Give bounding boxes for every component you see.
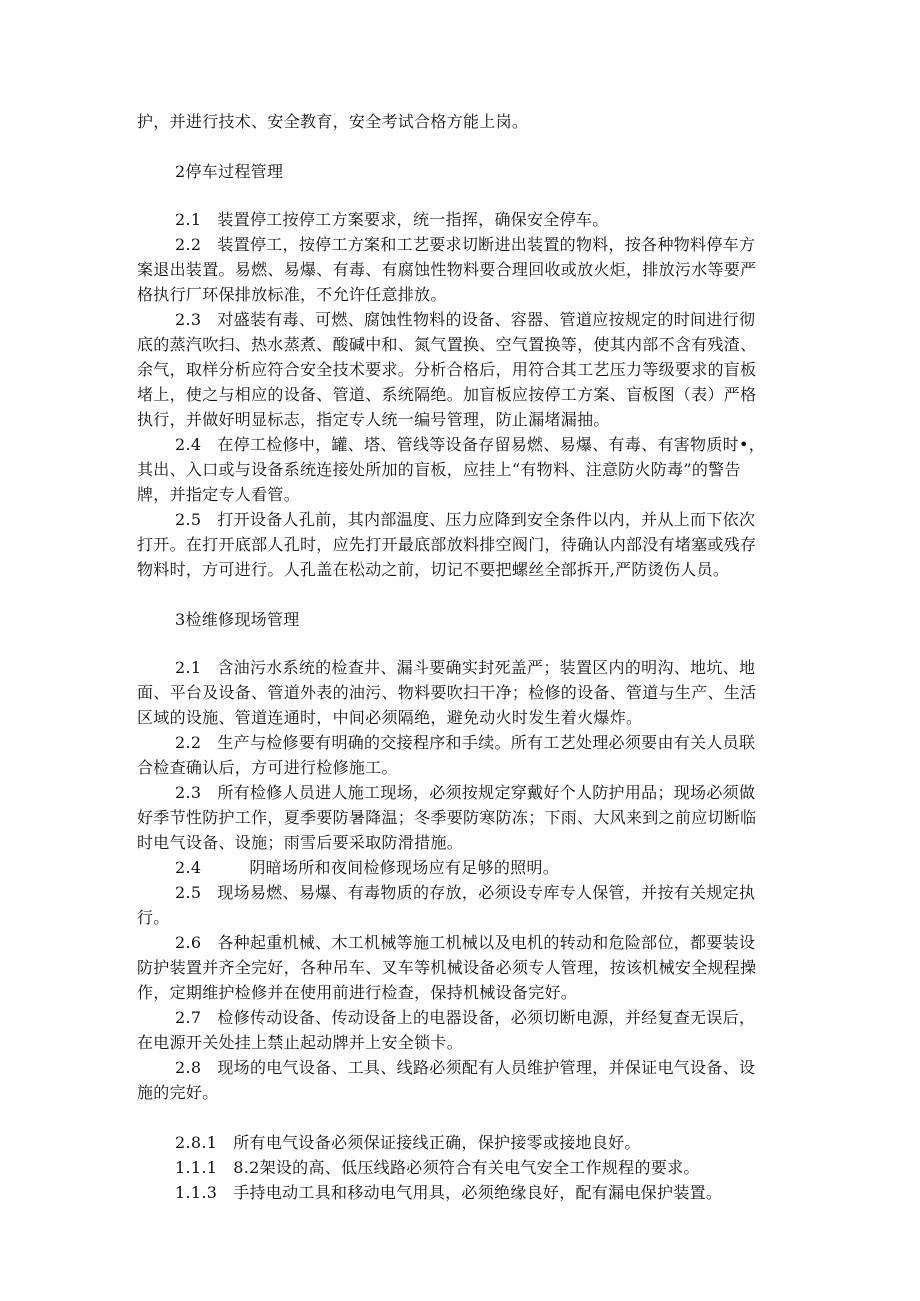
paragraph-line: 2.5 现场易燃、易爆、有毒物质的存放，必须设专库专人保管，并按有关规定执 — [175, 883, 756, 902]
section-heading: 3检维修现场管理 — [175, 610, 300, 629]
paragraph-line: 好季节性防护工作，夏季要防暑降温；冬季要防寒防冻；下雨、大风来到之前应切断临 — [137, 808, 757, 827]
paragraph-line: 2.8.1 所有电气设备必须保证接线正确，保护接零或接地良好。 — [175, 1133, 641, 1152]
paragraph-line: 2.4 阴暗场所和夜间检修现场应有足够的照明。 — [175, 858, 560, 877]
paragraph-line: 2.3 所有检修人员进人施工现场，必须按规定穿戴好个人防护用品；现场必须做 — [175, 783, 756, 802]
paragraph-line: 堵上，使之与相应的设备、管道、系统隔绝。加盲板应按停工方案、盲板图（表）严格 — [137, 385, 757, 404]
paragraph-line: 2.8 现场的电气设备、工具、线路必须配有人员维护管理，并保证电气设备、设 — [175, 1058, 756, 1077]
paragraph-line: 面、平台及设备、管道外表的油污、物料要吹扫干净；检修的设备、管道与生产、生活 — [137, 683, 757, 702]
paragraph-line: 2.1 含油污水系统的检查井、漏斗要确实封死盖严；装置区内的明沟、地坑、地 — [175, 658, 756, 677]
paragraph-line: 打开。在打开底部人孔时，应先打开最底部放料排空阀门，待确认内部没有堵塞或残存 — [137, 535, 757, 554]
paragraph-line: 2.4 在停工检修中，罐、塔、管线等设备存留易燃、易爆、有毒、有害物质时•， — [175, 435, 765, 454]
paragraph-line: 2.7 检修传动设备、传动设备上的电器设备，必须切断电源，并经复查无误后， — [175, 1008, 756, 1027]
paragraph-line: 行。 — [137, 908, 170, 927]
paragraph-line: 2.3 对盛装有毒、可燃、腐蚀性物料的设备、容器、管道应按规定的时间进行彻 — [175, 310, 756, 329]
paragraph-line: 余气，取样分析应符合安全技术要求。分析合格后，用符合其工艺压力等级要求的盲板 — [137, 360, 757, 379]
paragraph-line: 1.1.3 手持电动工具和移动电气用具，必须绝缘良好，配有漏电保护装置。 — [175, 1183, 723, 1202]
paragraph-line: 时电气设备、设施；雨雪后要采取防滑措施。 — [137, 833, 464, 852]
paragraph-line: 防护装置并齐全完好，各种吊车、叉车等机械设备必须专人管理，按该机械安全规程操 — [137, 958, 757, 977]
paragraph-line: 作，定期维护检修并在使用前进行检查，保持机械设备完好。 — [137, 983, 578, 1002]
paragraph-line: 在电源开关处挂上禁止起动牌并上安全锁卡。 — [137, 1033, 464, 1052]
paragraph-line: 区域的设施、管道连通时，中间必须隔绝，避免动火时发生着火爆炸。 — [137, 708, 643, 727]
paragraph-line: 1.1.1 8.2架设的高、低压线路必须符合有关电气安全工作规程的要求。 — [175, 1158, 700, 1177]
paragraph-line: 格执行厂环保排放标准，不允许任意排放。 — [137, 285, 447, 304]
paragraph-line: 2.6 各种起重机械、木工机械等施工机械以及电机的转动和危险部位，都要装设 — [175, 933, 756, 952]
paragraph-line: 牌，并指定专人看管。 — [137, 485, 301, 504]
paragraph-line: 2.1 装置停工按停工方案要求，统一指挥，确保安全停车。 — [175, 210, 609, 229]
section-heading: 2停车过程管理 — [175, 162, 284, 181]
paragraph-line: 物料时，方可进行。人孔盖在松动之前，切记不要把螺丝全部拆开,严防烫伤人员。 — [137, 560, 730, 579]
paragraph-line: 其出、入口或与设备系统连接处所加的盲板，应挂上“有物料、注意防火防毒”的警告 — [137, 460, 741, 479]
paragraph-line: 2.2 生产与检修要有明确的交接程序和手续。所有工艺处理必须要由有关人员联 — [175, 733, 756, 752]
paragraph-line: 合检查确认后，方可进行检修施工。 — [137, 758, 398, 777]
paragraph-line: 底的蒸汽吹扫、热水蒸煮、酸碱中和、氮气置换、空气置换等，使其内部不含有残渣、 — [137, 335, 757, 354]
paragraph-line: 2.5 打开设备人孔前，其内部温度、压力应降到安全条件以内，并从上而下依次 — [175, 510, 756, 529]
paragraph-line: 施的完好。 — [137, 1083, 219, 1102]
paragraph-line: 2.2 装置停工，按停工方案和工艺要求切断进出装置的物料，按各种物料停车方 — [175, 235, 756, 254]
paragraph-line: 执行，并做好明显标志，指定专人统一编号管理，防止漏堵漏抽。 — [137, 410, 610, 429]
paragraph-line: 案退出装置。易燃、易爆、有毒、有腐蚀性物料要合理回收或放火炬，排放污水等要严 — [137, 260, 757, 279]
paragraph-line: 护，并进行技术、安全教育，安全考试合格方能上岗。 — [137, 112, 529, 131]
